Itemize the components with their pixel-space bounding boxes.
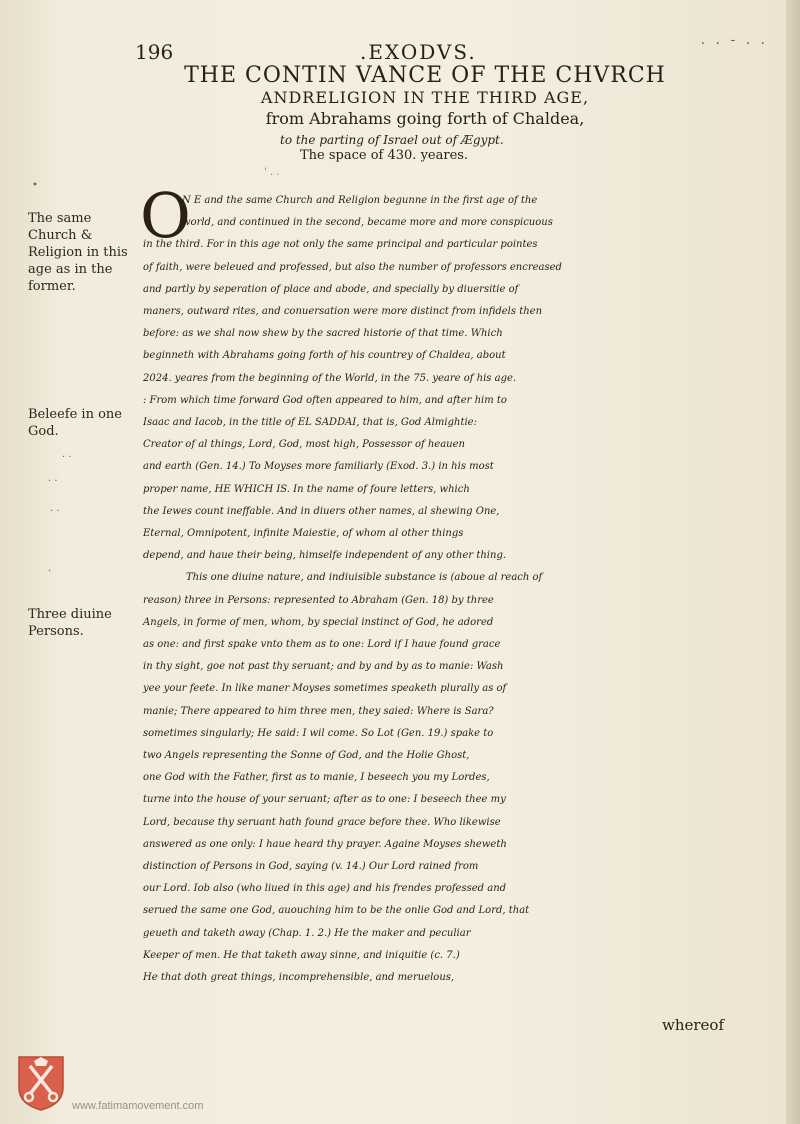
papal-keys-shield-icon [16, 1054, 66, 1112]
text-line: answered as one only: I haue heard thy prayer. Againe Moyses sheweth [143, 838, 507, 850]
margin-note-church-religion: The same Church & Religion in this age as in the former. [28, 211, 128, 294]
margin-dot: · · [50, 506, 60, 517]
text-line: : From which time forward God often appeared to him, and after him to [143, 394, 507, 406]
text-line: proper name, HE WHICH IS. In the name of foure letters, which [143, 483, 470, 495]
chapter-heading-line-5: The space of 430. yeares. [300, 148, 469, 163]
text-line: the Iewes count ineffable. And in diuers other names, al shewing One, [143, 505, 500, 517]
text-line: in the third. For in this age not only the same principal and particular pointes [143, 239, 538, 251]
text-line: Keeper of men. He that taketh away sinne, and iniquitie (c. 7.) [143, 949, 460, 961]
text-line: two Angels representing the Sonne of God, and the Holie Ghost, [143, 750, 470, 761]
margin-dot: · [48, 566, 52, 577]
text-line: of faith, were beleued and professed, but also the number of professors encreased [143, 261, 562, 273]
text-line: one God with the Father, first as to manie, I beseech you my Lordes, [143, 772, 490, 784]
text-line: He that doth great things, incomprehensible, and meruelous, [143, 972, 455, 983]
text-line: geueth and taketh away (Chap. 1. 2.) He the maker and peculiar [143, 927, 471, 939]
running-title: .EXODVS. [360, 40, 477, 64]
drop-cap: O [140, 179, 191, 252]
text-line: in thy sight, goe not past thy seruant; and by and by as to manie: Wash [143, 661, 504, 673]
text-line: maners, outward rites, and conuersation were more distinct from infidels then [143, 306, 543, 317]
text-line: 2024. yeares from the beginning of the World, in the 75. yeare of his age. [143, 372, 517, 384]
text-line: distinction of Persons in God, saying (v. 14.) Our Lord rained from [143, 861, 479, 872]
text-line: as one: and first spake vnto them as to one: Lord if I haue found grace [143, 639, 501, 650]
text-line: depend, and haue their being, himselfe independent of any other thing. [143, 550, 507, 562]
text-line: and earth (Gen. 14.) To Moyses more familiarly (Exod. 3.) in his most [143, 461, 494, 473]
text-line: Creator of al things, Lord, God, most high, Possessor of heauen [143, 439, 465, 451]
watermark-url: www.fatimamovement.com [72, 1100, 204, 1112]
margin-note-beleefe-one-god: Beleefe in one God. [28, 407, 122, 439]
text-line: turne into the house of your seruant; after as to one: I beseech thee my [143, 794, 506, 806]
page-spine-edge [786, 0, 800, 1124]
chapter-heading-line-3: from Abrahams going forth of Chaldea, [265, 109, 585, 128]
catchword: whereof [662, 1016, 725, 1034]
text-line: sometimes singularly; He said: I wil come. So Lot (Gen. 19.) spake to [143, 727, 494, 739]
margin-note-three-persons: Three diuine Persons. [28, 607, 112, 639]
text-line: This one diuine nature, and indiuisible substance is (aboue al reach of [186, 572, 543, 584]
text-line: reason) three in Persons: represented to Abraham (Gen. 18) by three [143, 594, 494, 606]
margin-dot: • [32, 180, 38, 191]
margin-dot: · · [48, 476, 58, 487]
text-line: Eternal, Omnipotent, infinite Maiestie, of whom al other things [143, 528, 464, 539]
text-line: and partly by seperation of place and abode, and specially by diuersitie of [143, 283, 519, 295]
text-line: our Lord. Iob also (who liued in this age) and his frendes professed and [143, 883, 507, 895]
print-specks: ' . . [264, 167, 280, 178]
text-line: N E and the same Church and Religion begunne in the first age of the [182, 195, 538, 206]
text-line: before: as we shal now shew by the sacred historie of that time. Which [143, 328, 503, 340]
chapter-heading-line-4: to the parting of Israel out of Ægypt. [280, 133, 504, 147]
text-line: Angels, in forme of men, whom, by special instinct of God, he adored [143, 616, 494, 628]
corner-mark: . . - . . [700, 32, 768, 48]
chapter-heading-line-2: ANDRELIGION IN THE THIRD AGE, [260, 88, 590, 107]
text-line: world, and continued in the second, became more and more conspicuous [182, 217, 553, 229]
text-line: Lord, because thy seruant hath found grace before thee. Who likewise [143, 816, 501, 828]
text-line: beginneth with Abrahams going forth of his countrey of Chaldea, about [143, 350, 506, 362]
page-number: 196 [135, 40, 174, 64]
margin-dot: · · [62, 452, 72, 463]
text-line: serued the same one God, auouching him to be the onlie God and Lord, that [143, 905, 530, 917]
text-line: yee your feete. In like maner Moyses sometimes speaketh plurally as of [143, 683, 507, 695]
chapter-heading-line-1: THE CONTIN VANCE OF THE CHVRCH [184, 63, 666, 88]
text-line: Isaac and Iacob, in the title of EL SADDAI, that is, God Almightie: [143, 417, 477, 428]
text-line: manie; There appeared to him three men, they saied: Where is Sara? [143, 705, 494, 717]
